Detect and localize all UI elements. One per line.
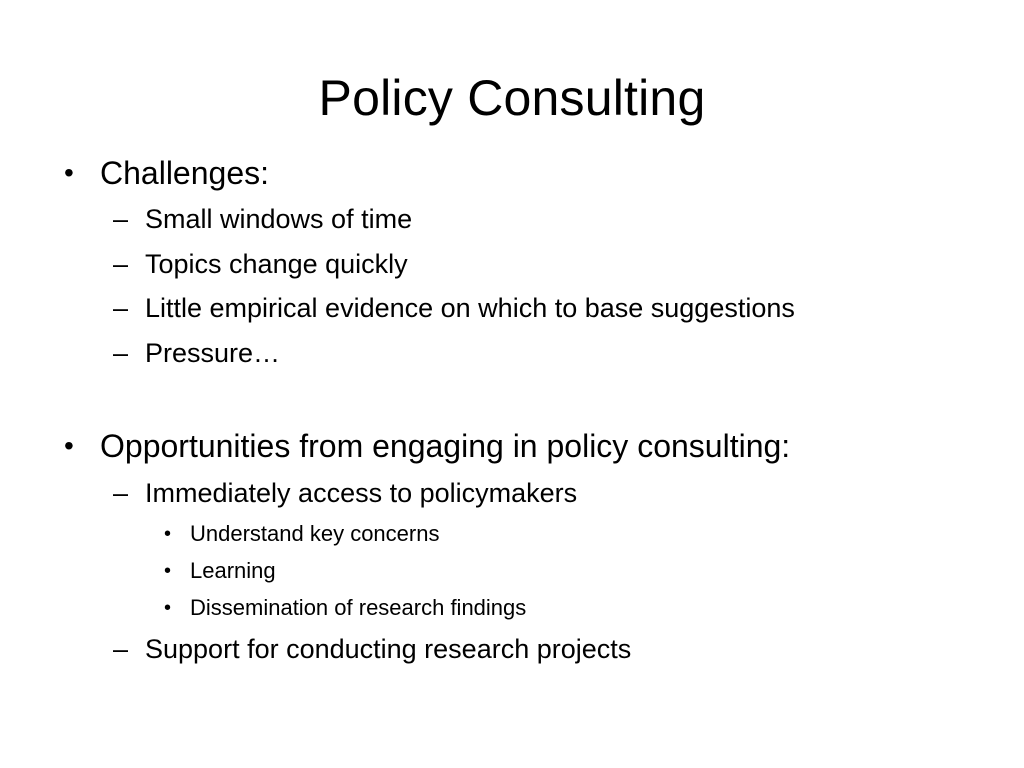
sub-sub-bullet-label: Understand key concerns (190, 521, 440, 546)
bullet-marker: • (64, 430, 74, 461)
sub-bullet-label: Pressure… (145, 338, 281, 368)
sub-sub-bullet-label: Learning (190, 558, 276, 583)
sub-bullet-label: Small windows of time (145, 204, 413, 234)
bullet-marker: • (164, 560, 172, 582)
dash-marker: – (113, 338, 129, 368)
bullet-marker: • (164, 523, 172, 545)
sub-sub-bullet-learning (164, 557, 276, 585)
sub-bullet-label: Little empirical evidence on which to base suggestions (145, 293, 795, 323)
bullet-marker: • (164, 597, 172, 619)
sub-bullet-label: Immediately access to policymakers (145, 478, 578, 508)
slide-title: Policy Consulting (318, 70, 706, 126)
dash-marker: – (113, 249, 129, 279)
sub-bullet-access-policymakers (113, 476, 578, 510)
sub-bullet-little-evidence (113, 291, 795, 325)
sub-bullet-label: Support for conducting research projects (145, 634, 632, 664)
bullet-marker: • (64, 157, 74, 188)
sub-bullet-small-windows (113, 202, 413, 236)
bullet-opportunities (64, 426, 791, 466)
dash-marker: – (113, 204, 129, 234)
sub-sub-bullet-key-concerns (164, 520, 440, 548)
sub-sub-bullet-dissemination (164, 594, 527, 622)
bullet-opportunities-label: Opportunities from engaging in policy consulting: (100, 428, 791, 464)
bullet-challenges (64, 153, 269, 193)
sub-bullet-label: Topics change quickly (145, 249, 408, 279)
sub-bullet-support-research (113, 632, 632, 666)
sub-sub-bullet-label: Dissemination of research findings (190, 595, 527, 620)
dash-marker: – (113, 478, 129, 508)
bullet-challenges-label: Challenges: (100, 155, 269, 191)
dash-marker: – (113, 634, 129, 664)
sub-bullet-pressure (113, 336, 281, 370)
sub-bullet-topics-change (113, 247, 408, 281)
dash-marker: – (113, 293, 129, 323)
